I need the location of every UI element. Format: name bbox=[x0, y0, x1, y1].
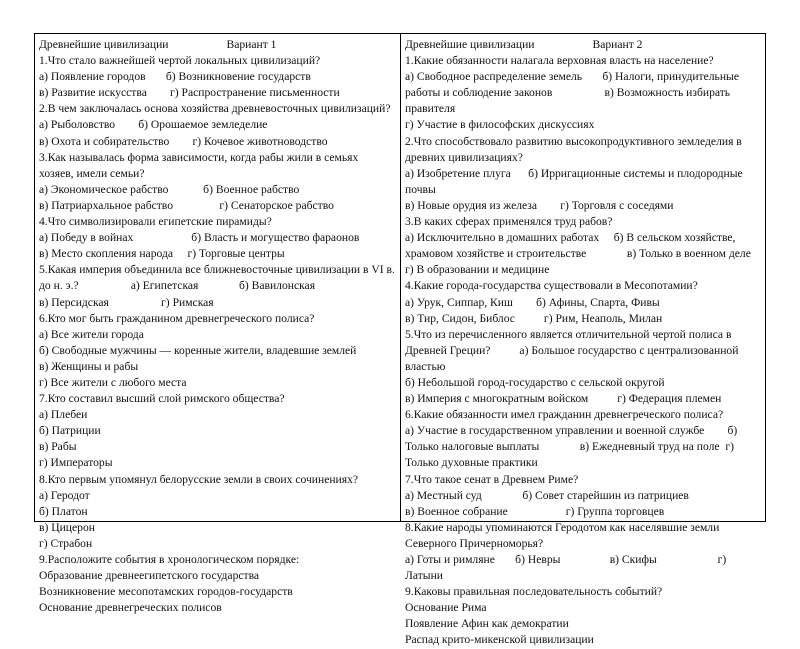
variant-1-cell bbox=[35, 34, 401, 615]
text-line: а) Плебеи bbox=[39, 408, 88, 422]
text-line: в) Женщины и рабы bbox=[39, 359, 139, 373]
text-line: в) Патриархальное рабство г) Сенаторское рабство bbox=[39, 198, 334, 212]
text-line: 6.Кто мог быть гражданином древнегреческого полиса? bbox=[39, 311, 315, 325]
text-line: 4.Какие города-государства существовали в Месопотамии? bbox=[405, 279, 698, 293]
text-line: а) Урук, Сиппар, Киш б) Афины, Спарта, Фивы bbox=[405, 295, 660, 309]
text-line: почвы bbox=[405, 182, 436, 196]
text-line: в) Персидская г) Римская bbox=[39, 295, 214, 309]
text-line: б) Патриции bbox=[39, 424, 101, 438]
text-line: 2.Что способствовало развитию высокопродуктивного земледелия в bbox=[405, 134, 742, 148]
text-line: в) Цицерон bbox=[39, 520, 95, 534]
text-line: б) Платон bbox=[39, 504, 88, 518]
text-line: 2.В чем заключалась основа хозяйства древневосточных цивилизаций? bbox=[39, 102, 391, 116]
text-line: г) Императоры bbox=[39, 456, 113, 470]
text-line: г) Участие в философских дискуссиях bbox=[405, 118, 595, 132]
text-line: б) Свободные мужчины — коренные жители, владевшие землей bbox=[39, 343, 357, 357]
text-line: 1.Что стало важнейшей чертой локальных цивилизаций? bbox=[39, 54, 321, 68]
text-line: а) Рыболовство б) Орошаемое земледелие bbox=[39, 118, 268, 132]
text-line: в) Империя с многократным войском г) Федерация племен bbox=[405, 392, 722, 406]
text-line: г) В образовании и медицине bbox=[405, 263, 550, 277]
text-line: 5.Какая империя объединила все ближневосточные цивилизации в VI в. bbox=[39, 263, 395, 277]
text-line: властью bbox=[405, 359, 446, 373]
text-line: 5.Что из перечисленного является отличительной чертой полиса в bbox=[405, 327, 732, 341]
variant-1-label: Вариант 1 bbox=[226, 38, 277, 51]
text-line: в) Место скопления народа г) Торговые центры bbox=[39, 247, 285, 261]
text-line: а) Появление городов б) Возникновение государств bbox=[39, 70, 311, 84]
variant-1-questions bbox=[39, 53, 396, 616]
text-line: 4.Что символизировали египетские пирамиды? bbox=[39, 215, 272, 229]
text-line: Основание древнегреческих полисов bbox=[39, 601, 222, 615]
text-line: храмовом хозяйстве и строительстве в) Только в военном деле bbox=[405, 247, 751, 261]
text-line: а) Изобретение плуга б) Ирригационные системы и плодородные bbox=[405, 166, 743, 180]
text-line: б) Небольшой город-государство с сельской округой bbox=[405, 375, 665, 389]
text-line: Северного Причерноморья? bbox=[405, 536, 544, 550]
variant-2-header bbox=[405, 37, 761, 53]
text-line: 3.В каких сферах применялся труд рабов? bbox=[405, 215, 613, 229]
variant-1-header bbox=[39, 37, 396, 53]
text-line: а) Все жители города bbox=[39, 327, 144, 341]
text-line: 6.Какие обязанности имел гражданин древнегреческого полиса? bbox=[405, 408, 724, 422]
text-line: правителя bbox=[405, 102, 456, 116]
text-line: хозяев, имели семьи? bbox=[39, 166, 145, 180]
text-line: в) Развитие искусства г) Распространение письменности bbox=[39, 86, 340, 100]
text-line: а) Экономическое рабство б) Военное рабство bbox=[39, 182, 300, 196]
text-line: 8.Кто первым упомянул белорусские земли в своих сочинениях? bbox=[39, 472, 359, 486]
text-line: работы и соблюдение законов в) Возможность избирать bbox=[405, 86, 731, 100]
text-line: а) Победу в войнах б) Власть и могущество фараонов bbox=[39, 231, 360, 245]
text-line: Только духовные практики bbox=[405, 456, 538, 470]
text-line: 7.Кто составил высший слой римского общества? bbox=[39, 392, 285, 406]
text-line: а) Участие в государственном управлении и военной службе б) bbox=[405, 424, 738, 438]
text-line: а) Свободное распределение земель б) Налоги, принудительные bbox=[405, 70, 739, 84]
text-line: Древней Греции? а) Большое государство с централизованной bbox=[405, 343, 739, 357]
text-line: а) Исключительно в домашних работах б) В сельском хозяйстве, bbox=[405, 231, 736, 245]
text-line: а) Готы и римляне б) Невры в) Скифы г) Латыни bbox=[405, 553, 730, 583]
text-line: 9.Каковы правильная последовательность событий? bbox=[405, 585, 663, 599]
variant-2-questions bbox=[405, 53, 761, 648]
text-line: 8.Какие народы упоминаются Геродотом как населявшие земли bbox=[405, 520, 720, 534]
text-line: Образование древнеегипетского государства bbox=[39, 569, 260, 583]
text-line: Возникновение месопотамских городов-государств bbox=[39, 585, 293, 599]
text-line: Только налоговые выплаты в) Ежедневный труд на поле г) bbox=[405, 440, 734, 454]
text-line: в) Военное собрание г) Группа торговцев bbox=[405, 504, 665, 518]
text-line: в) Тир, Сидон, Библос г) Рим, Неаполь, Милан bbox=[405, 311, 663, 325]
text-line: 7.Что такое сенат в Древнем Риме? bbox=[405, 472, 579, 486]
variant-2-label: Вариант 2 bbox=[592, 38, 643, 51]
text-line: до н. э.? а) Египетская б) Вавилонская bbox=[39, 279, 316, 293]
test-table bbox=[34, 33, 766, 647]
variant-2-title: Древнейшие цивилизации bbox=[405, 38, 535, 51]
text-line: в) Рабы bbox=[39, 440, 77, 454]
text-line: а) Геродот bbox=[39, 488, 90, 502]
text-line: Основание Рима bbox=[405, 601, 487, 615]
variant-1-title: Древнейшие цивилизации bbox=[39, 38, 169, 51]
text-line: а) Местный суд б) Совет старейшин из патрициев bbox=[405, 488, 689, 502]
text-line: в) Охота и собирательство г) Кочевое животноводство bbox=[39, 134, 328, 148]
text-line: 3.Как называлась форма зависимости, когда рабы жили в семьях bbox=[39, 150, 359, 164]
text-line: Распад крито-микенской цивилизации bbox=[405, 633, 594, 647]
text-line: 1.Какие обязанности налагала верховная власть на население? bbox=[405, 54, 714, 68]
variant-2-cell bbox=[401, 34, 765, 647]
text-line: 9.Расположите события в хронологическом порядке: bbox=[39, 553, 300, 566]
text-line: Появление Афин как демократии bbox=[405, 617, 569, 631]
text-line: древних цивилизациях? bbox=[405, 150, 523, 164]
text-line: г) Страбон bbox=[39, 536, 93, 550]
text-line: в) Новые орудия из железа г) Торговля с соседями bbox=[405, 198, 674, 212]
text-line: г) Все жители с любого места bbox=[39, 375, 187, 389]
